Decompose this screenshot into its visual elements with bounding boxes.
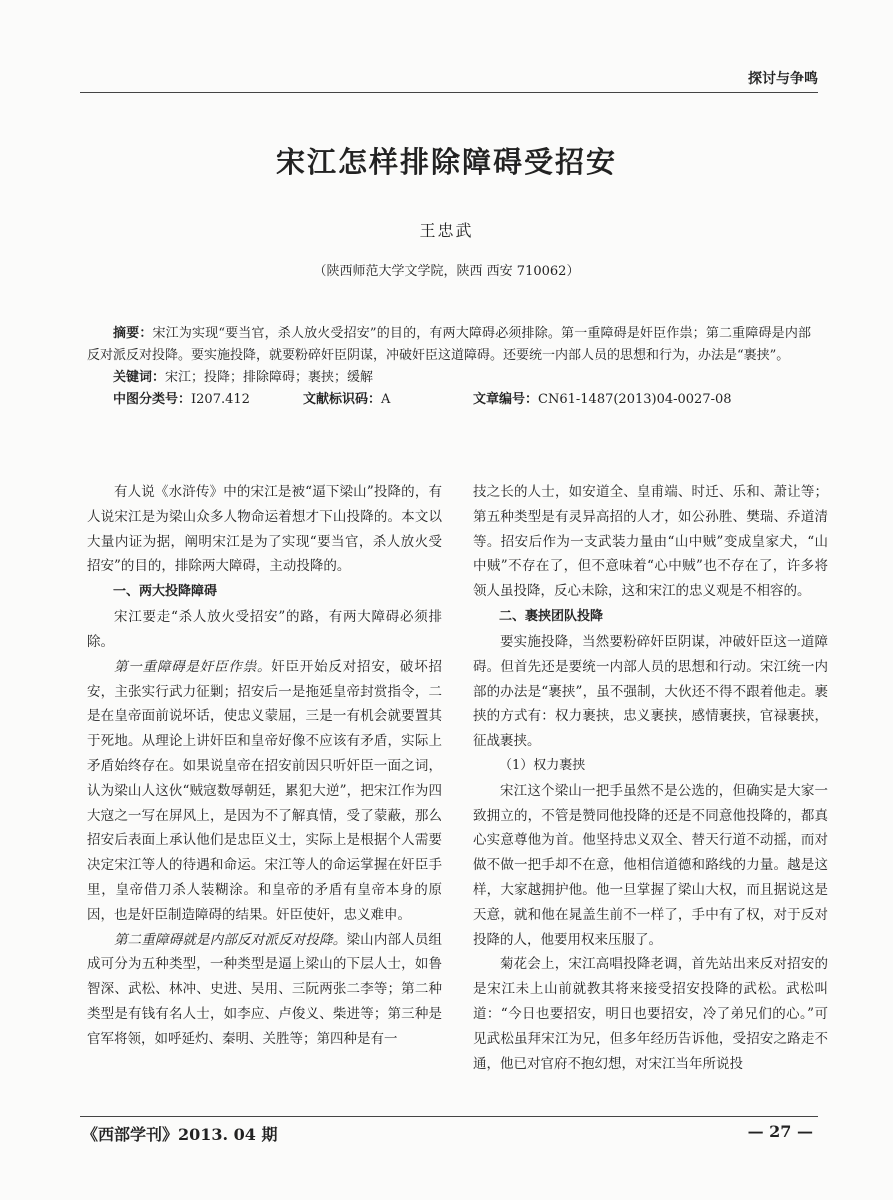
right-column xyxy=(473,480,828,1076)
author-affiliation: （陕西师范大学文学院，陕西 西安 710062） xyxy=(313,264,580,279)
header-rule xyxy=(80,92,818,93)
paragraph: 宋江这个梁山一把手虽然不是公选的，但确实是大家一致拥立的，不管是赞同他投降的还是不同意他投降的，都真心实意尊他为首。他坚持忠义双全、替天行道不动摇，而对做不做一把手却不在意，他相信道德和路线的力量。越是这样，大家越拥护他。他一旦掌握了梁山大权，而且据说这是天意，就和他在晁盖生前不一样了，手中有了权，对于反对投降的人，他要用权来压服了。 xyxy=(473,782,828,948)
section-label: 探讨与争鸣 xyxy=(748,71,818,87)
left-column xyxy=(87,480,442,1076)
abstract xyxy=(87,323,811,367)
keywords-text: 宋江；投降；排除障碍；裹挟；缓解 xyxy=(165,370,374,385)
article-number xyxy=(473,389,732,411)
page-number: — 27 — xyxy=(747,1122,813,1141)
paragraph-text: 梁山内部人员组成可分为五种类型，一种类型是逼上梁山的下层人士，如鲁智深、武松、林冲、史进、吴用、三阮两张二李等；第二种类型是有钱有名人士，如李应、卢俊义、柴进等；第三种是官军将领，如呼延灼、秦明、关胜等；第四种是有一 xyxy=(87,931,443,1047)
class-number xyxy=(113,389,303,411)
keywords xyxy=(87,367,811,389)
paragraph: 菊花会上，宋江高唱投降老调，首先站出来反对招安的是宋江未上山前就教其将来接受招安投降的武松。武松叫道：“今日也要招安，明日也要招安，冷了弟兄们的心。”可见武松虽拜宋江为兄，但多年经历告诉他，受招安之路走不通，他已对官府不抱幻想，对宋江当年所说投 xyxy=(473,956,828,1072)
paragraph: 要实施投降，当然要粉碎奸臣阴谋，冲破奸臣这一道障碍。但首先还是要统一内部人员的思想和行动。宋江统一内部的办法是“裹挟”，虽不强制，大伙还不得不跟着他走。裹挟的方式有：权力裹挟，忠义裹挟，感情裹挟，官禄裹挟，征战裹挟。 xyxy=(473,633,828,750)
article-number-value: CN61-1487(2013)04-0027-08 xyxy=(538,392,732,407)
section-heading-1: 一、两大投降障碍 xyxy=(113,584,218,600)
paragraph: 有人说《水浒传》中的宋江是被“逼下梁山”投降的，有人说宋江是为梁山众多人物命运着想才下山投降的。本文以大量内证为据，阐明宋江是为了实现“要当官，杀人放火受招安”的目的，排除两大障碍，主动投降的。 xyxy=(87,484,442,575)
paragraph xyxy=(87,655,442,928)
doc-code xyxy=(303,389,473,411)
journal-name: 《西部学刊》2013. 04 期 xyxy=(82,1125,278,1144)
class-number-label: 中图分类号： xyxy=(113,392,192,407)
doc-code-value: A xyxy=(381,392,391,407)
abstract-text: 宋江为实现“要当官，杀人放火受招安”的目的，有两大障碍必须排除。第一重障碍是奸臣作祟；第二重障碍是内部反对派反对投降。要实施投降，就要粉碎奸臣阴谋，冲破奸臣这道障碍。还要统一内部人员的思想和行为，办法是“裹挟”。 xyxy=(87,326,811,363)
body-columns xyxy=(87,480,828,1076)
paragraph: 宋江要走“杀人放火受招安”的路，有两大障碍必须排除。 xyxy=(87,609,442,650)
classification-row xyxy=(87,389,811,411)
footer-rule xyxy=(80,1116,818,1117)
article-number-label: 文章编号： xyxy=(473,392,539,407)
paragraph: 技之长的人士，如安道全、皇甫端、时迁、乐和、萧让等；第五种类型是有灵异高招的人才，如公孙胜、樊瑞、乔道清等。招安后作为一支武装力量由“山中贼”变成皇家犬，“山中贼”不存在了，但不意味着“心中贼”也不存在了，许多将领人虽投降，反心未除，这和宋江的忠义观是不相容的。 xyxy=(473,484,828,600)
section-heading-2: 二、裹挟团队投降 xyxy=(499,608,604,624)
paragraph-lead: 第二重障碍就是内部反对派反对投降。 xyxy=(114,931,347,948)
subsection-heading: （1）权力裹挟 xyxy=(499,757,586,773)
doc-code-label: 文献标识码： xyxy=(303,392,382,407)
paragraph xyxy=(87,928,442,1052)
abstract-label: 摘要： xyxy=(113,326,153,341)
class-number-value: I207.412 xyxy=(191,392,250,407)
author-name: 王忠武 xyxy=(419,221,474,240)
keywords-label: 关键词： xyxy=(113,370,166,385)
article-title: 宋江怎样排除障碍受招安 xyxy=(275,145,617,179)
abstract-block xyxy=(87,323,811,411)
paragraph-text: 奸臣开始反对招安，破坏招安，主张实行武力征剿；招安后一是拖延皇帝封赏指令，二是在皇帝面前说坏话，使忠义蒙屈，三是一有机会就要置其于死地。从理论上讲奸臣和皇帝好像不应该有矛盾，实际上矛盾始终存在。如果说皇帝在招安前因只听奸臣一面之词，认为梁山人这伙“贼寇数辱朝廷，累犯大逆”，把宋江作为四大寇之一写在屏风上，是因为不了解真情，受了蒙蔽，那么招安后表面上承认他们是忠臣义士，实际上是根据个人需要决定宋江等人的待遇和命运。宋江等人的命运掌握在奸臣手里，皇帝借刀杀人装糊涂。和皇帝的矛盾有皇帝本身的原因，也是奸臣制造障碍的结果。奸臣使奸，忠义难申。 xyxy=(87,658,442,923)
paragraph-lead: 第一重障碍是奸臣作祟。 xyxy=(114,658,272,675)
